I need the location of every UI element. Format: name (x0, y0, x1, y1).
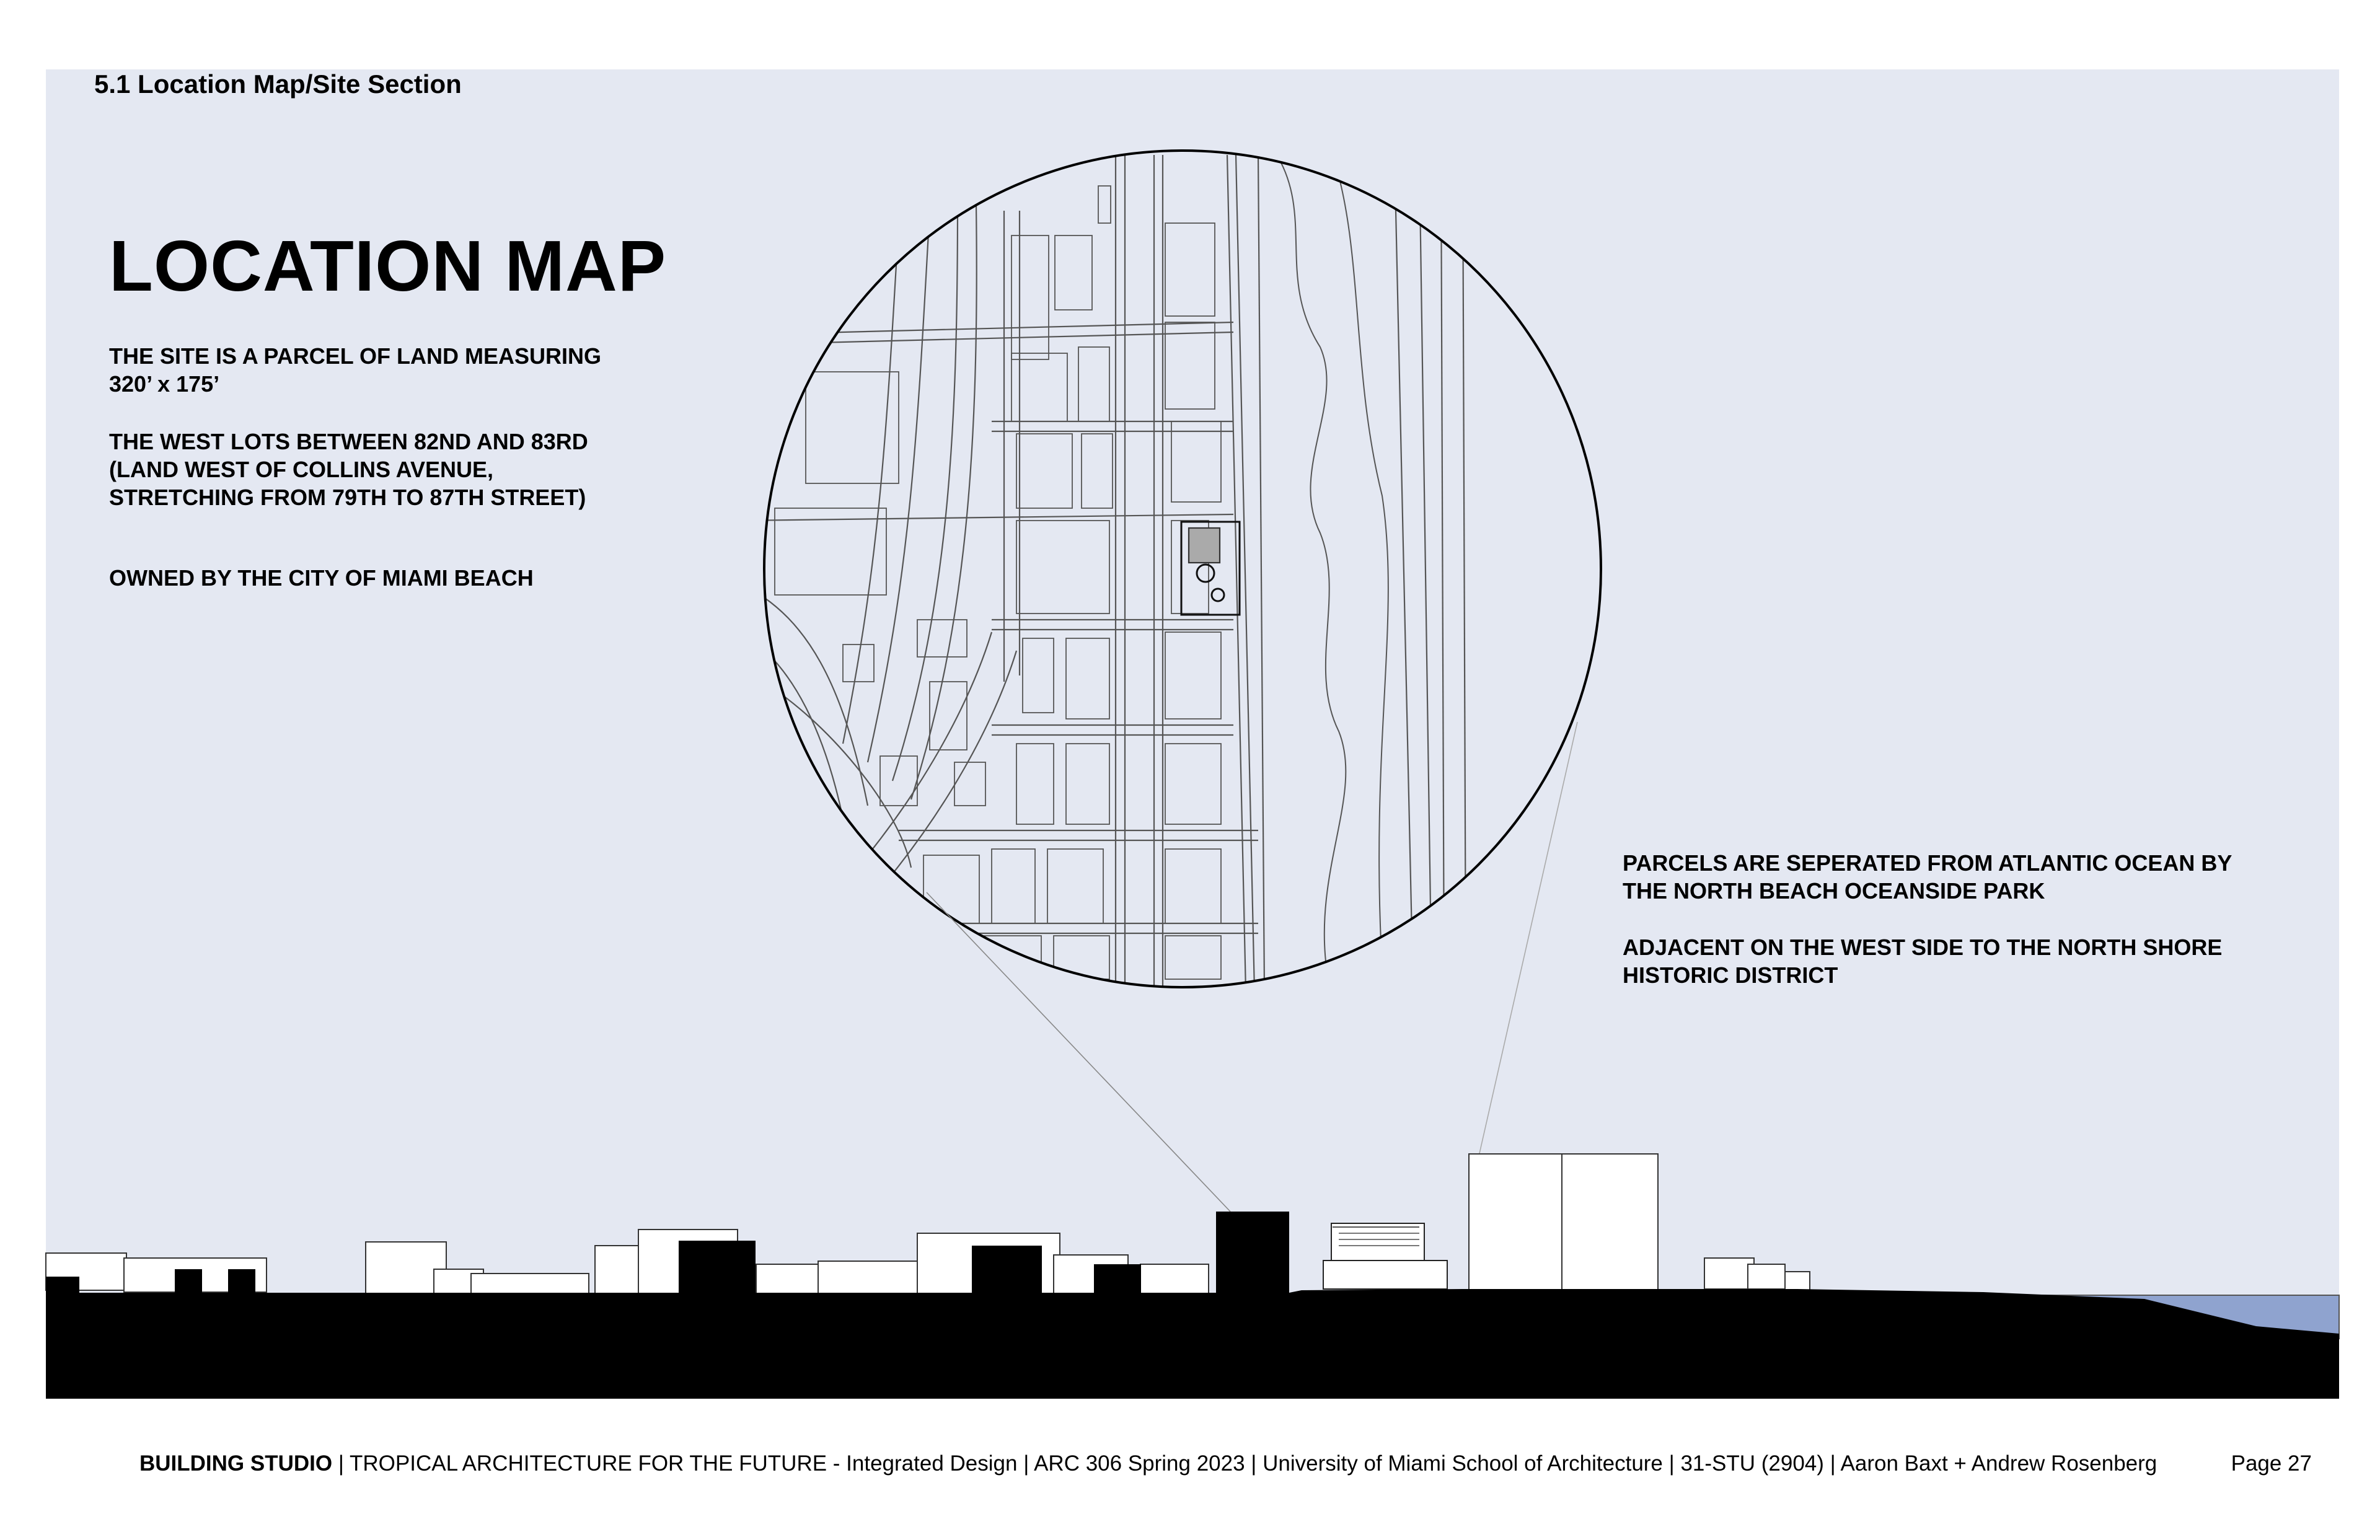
historic-district-text: ADJACENT ON THE WEST SIDE TO THE NORTH SHORE HISTORIC DISTRICT (1623, 935, 2223, 988)
site-size-text: THE SITE IS A PARCEL OF LAND MEASURING 320’ x 175’ (109, 343, 602, 397)
section-label: 5.1 Location Map/Site Section (94, 69, 462, 99)
page-number: Page 27 (2231, 1451, 2312, 1476)
page-title: LOCATION MAP (109, 226, 667, 306)
ocean-separation-text: PARCELS ARE SEPERATED FROM ATLANTIC OCEAN BY THE NORTH BEACH OCEANSIDE PARK (1623, 850, 2232, 904)
footer-studio: BUILDING STUDIO (139, 1451, 333, 1476)
footer-details: | TROPICAL ARCHITECTURE FOR THE FUTURE - Integrated Design | ARC 306 Spring 2023 | University of Miami School of Architecture | 31-STU (2904) | Aaron Baxt + Andrew Rosenberg (332, 1451, 2157, 1476)
ownership-text: OWNED BY THE CITY OF MIAMI BEACH (109, 565, 534, 591)
footer-credits (139, 1451, 2157, 1476)
west-lots-text: THE WEST LOTS BETWEEN 82ND AND 83RD (LAND WEST OF COLLINS AVENUE, STRETCHING FROM 79TH TO 87TH STREET) (109, 429, 588, 510)
